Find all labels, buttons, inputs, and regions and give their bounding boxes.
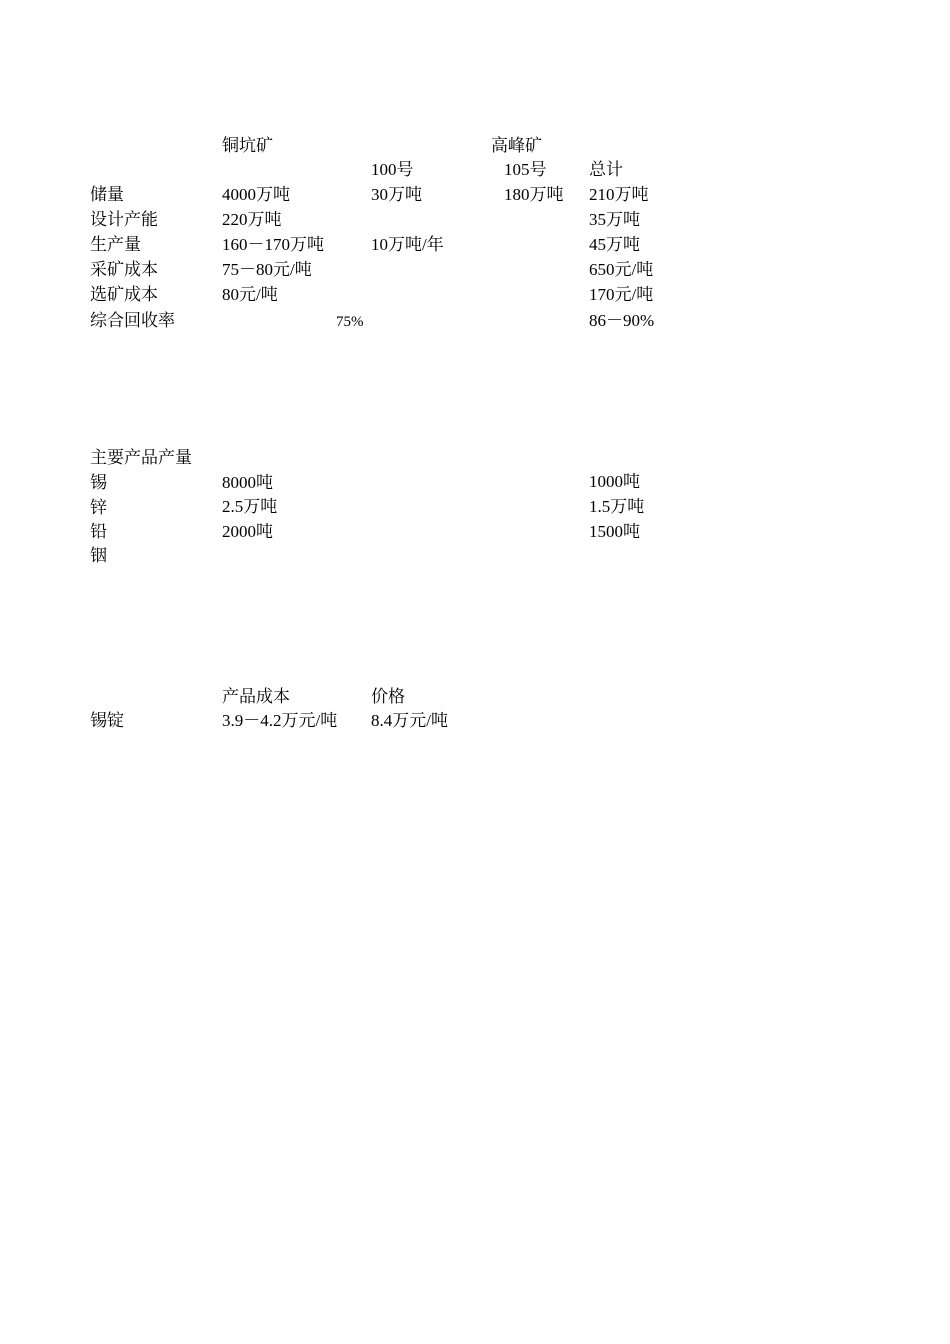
section-title: 主要产品产量 — [90, 448, 192, 467]
row-label: 储量 — [90, 185, 124, 204]
header-total: 总计 — [589, 160, 623, 179]
row-label: 设计产能 — [90, 210, 158, 229]
cell-tongkeng: 4000万吨 — [222, 185, 290, 204]
header-100: 100号 — [371, 160, 414, 179]
cell-105: 180万吨 — [504, 185, 564, 204]
row-label: 锌 — [90, 498, 107, 517]
header-price: 价格 — [371, 687, 405, 706]
cell-tongkeng: 2000吨 — [222, 522, 273, 541]
row-label: 生产量 — [90, 235, 141, 254]
cell-total: 1.5万吨 — [589, 497, 645, 516]
header-cost: 产品成本 — [222, 687, 290, 706]
cell-tongkeng: 75－80元/吨 — [222, 260, 312, 279]
cell-total: 210万吨 — [589, 185, 649, 204]
header-tongkeng: 铜坑矿 — [222, 136, 273, 155]
cell-price: 8.4万元/吨 — [371, 711, 448, 730]
cell-100: 30万吨 — [371, 185, 422, 204]
cell-tongkeng: 160－170万吨 — [222, 235, 324, 254]
row-label: 采矿成本 — [90, 260, 158, 279]
row-label: 铟 — [90, 546, 107, 565]
cell-total: 170元/吨 — [589, 285, 654, 304]
cell-cost: 3.9－4.2万元/吨 — [222, 711, 338, 730]
row-label: 选矿成本 — [90, 285, 158, 304]
cell-tongkeng: 2.5万吨 — [222, 497, 278, 516]
cell-tongkeng: 220万吨 — [222, 210, 282, 229]
header-105: 105号 — [504, 160, 547, 179]
row-label: 锡 — [90, 473, 107, 492]
cell-100: 10万吨/年 — [371, 235, 444, 254]
cell-total: 35万吨 — [589, 210, 640, 229]
row-label: 锡锭 — [90, 711, 124, 730]
header-gaofeng: 高峰矿 — [491, 136, 542, 155]
cell-tongkeng: 80元/吨 — [222, 285, 278, 304]
cell-total: 86－90% — [589, 311, 655, 330]
row-label: 综合回收率 — [90, 311, 175, 330]
cell-mid: 75% — [336, 314, 364, 330]
cell-total: 45万吨 — [589, 235, 640, 254]
cell-total: 1000吨 — [589, 472, 640, 491]
row-label: 铅 — [90, 522, 107, 541]
cell-total: 1500吨 — [589, 522, 640, 541]
cell-tongkeng: 8000吨 — [222, 473, 273, 492]
cell-total: 650元/吨 — [589, 260, 654, 279]
